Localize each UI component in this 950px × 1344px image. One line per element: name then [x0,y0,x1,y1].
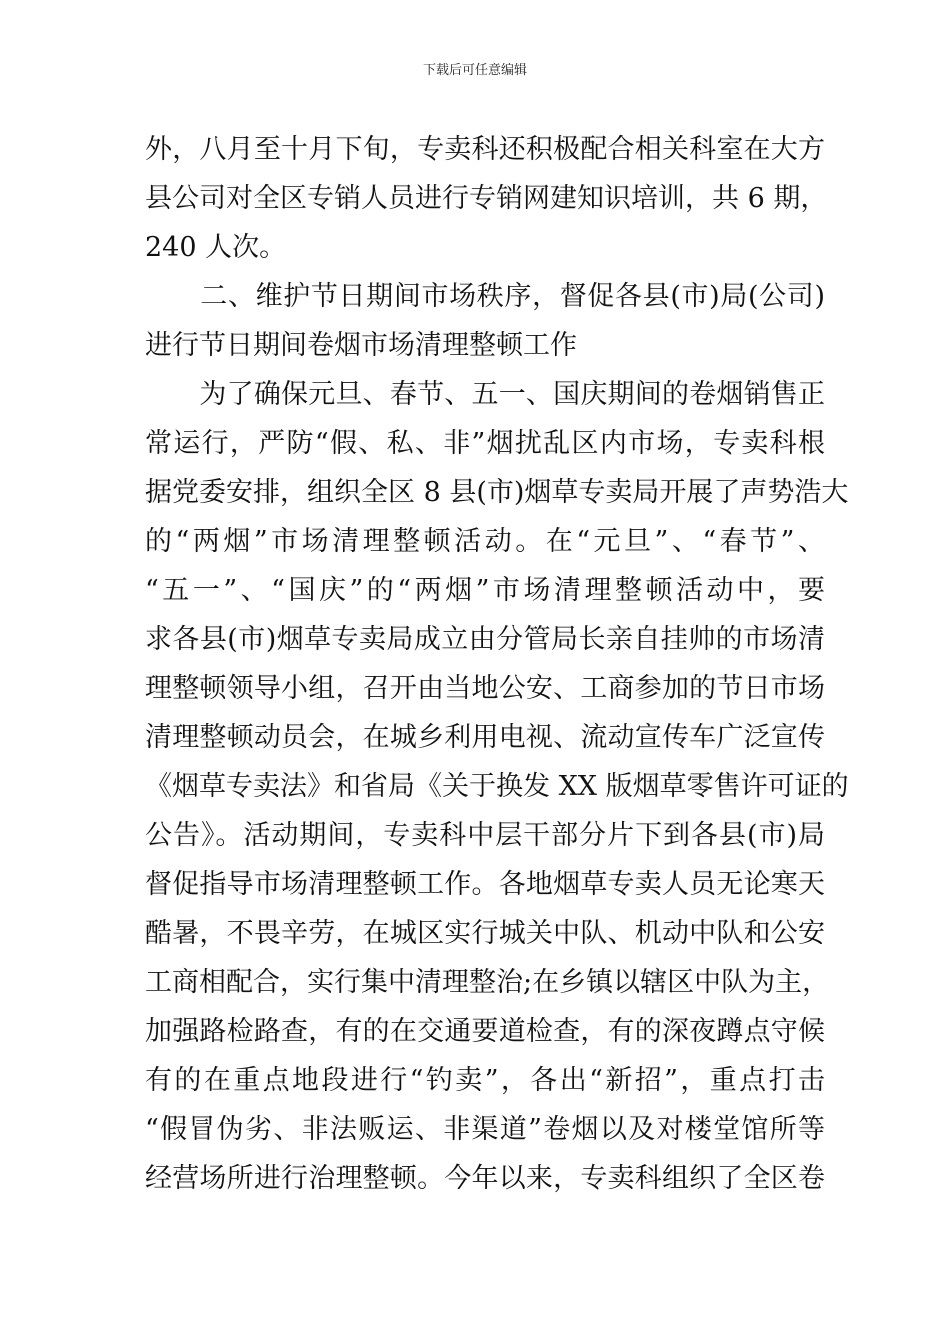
section-heading-line: 二、维护节日期间市场秩序，督促各县(市)局(公司) [145,281,825,312]
text-line: 工商相配合，实行集中清理整治;在乡镇以辖区中队为主， [145,967,830,998]
text-line: 240 人次。 [145,232,287,263]
text-line: 据党委安排，组织全区 8 县(市)烟草专卖局开展了声势浩大 [145,477,849,508]
text-line: “五一”、“国庆”的“两烟”市场清理整顿活动中，要 [145,575,825,606]
text-line: 理整顿领导小组，召开由当地公安、工商参加的节日市场 [145,673,825,704]
text-line: 常运行，严防“假、私、非”烟扰乱区内市场，专卖科根 [145,428,825,459]
text-line: 公告》。活动期间，专卖科中层干部分片下到各县(市)局 [145,820,825,851]
text-line: 县公司对全区专销人员进行专销网建知识培训，共 6 期， [145,183,828,214]
text-line: “假冒伪劣、非法贩运、非渠道”卷烟以及对楼堂馆所等 [145,1114,825,1145]
text-line: 求各县(市)烟草专卖局成立由分管局长亲自挂帅的市场清 [145,624,825,655]
page-header: 下载后可任意编辑 [422,63,527,78]
section-heading-line: 进行节日期间卷烟市场清理整顿工作 [145,330,577,361]
text-line: 外，八月至十月下旬，专卖科还积极配合相关科室在大方 [145,134,825,165]
text-line: 经营场所进行治理整顿。今年以来，专卖科组织了全区卷 [145,1163,825,1194]
document-body [145,125,849,1203]
text-line: 有的在重点地段进行“钓卖”，各出“新招”，重点打击 [145,1065,825,1096]
text-line: 为了确保元旦、春节、五一、国庆期间的卷烟销售正 [145,379,825,410]
text-line: 加强路检路查，有的在交通要道检查，有的深夜蹲点守候 [145,1016,825,1047]
text-line: 的“两烟”市场清理整顿活动。在“元旦”、“春节”、 [145,526,825,557]
text-line: 督促指导市场清理整顿工作。各地烟草专卖人员无论寒天 [145,869,825,900]
text-line: 酷暑，不畏辛劳，在城区实行城关中队、机动中队和公安 [145,918,825,949]
text-line: 清理整顿动员会，在城乡利用电视、流动宣传车广泛宣传 [145,722,825,753]
text-line: 《烟草专卖法》和省局《关于换发 XX 版烟草零售许可证的 [145,771,849,802]
